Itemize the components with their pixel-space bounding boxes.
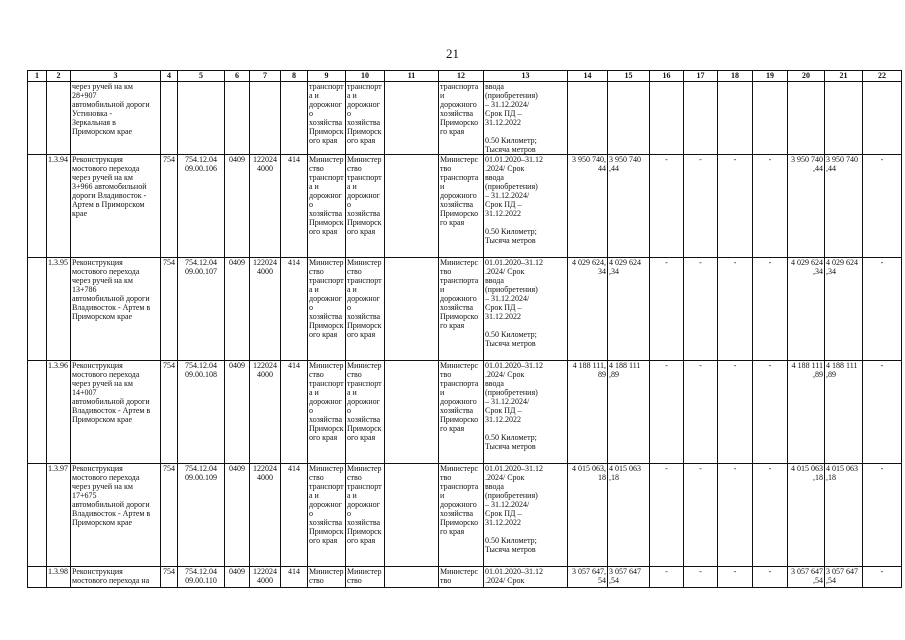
table-cell: транспорт а и дорожног о хозяйства Приморск ого края [308,82,346,155]
column-header: 20 [788,71,825,82]
table-cell: - [753,155,788,258]
table-cell: - [718,361,753,464]
table-cell [28,82,47,155]
column-header: 21 [825,71,863,82]
table-cell: 1.3.96 [47,361,71,464]
table-cell: 0409 [225,155,250,258]
table-cell: - [684,155,718,258]
table-cell: 122024 4000 [250,361,281,464]
table-cell: - [650,464,684,567]
table-cell: - [753,464,788,567]
table-cell: 754 [161,464,178,567]
table-cell: 4 188 111 ,89 [825,361,863,464]
table-cell [718,82,753,155]
table-cell: - [863,567,902,588]
column-header: 17 [684,71,718,82]
table-cell [250,82,281,155]
table-cell: 414 [281,361,308,464]
table-cell: Министерс тво транспорта и дорожного хозяйства Приморско го края [439,464,484,567]
table-cell: Министер ство [346,567,385,588]
table-row [28,361,902,464]
table-cell: 754.12.04 09.00.110 [178,567,225,588]
column-header: 3 [71,71,161,82]
table-cell: Министерс тво транспорта и дорожного хозяйства Приморско го края [439,361,484,464]
table-cell: 3 950 740 ,44 [788,155,825,258]
table-cell: - [684,464,718,567]
column-header: 5 [178,71,225,82]
column-header: 2 [47,71,71,82]
table-cell: - [718,155,753,258]
column-header: 6 [225,71,250,82]
table-cell: 3 057 647 ,54 [825,567,863,588]
column-header: 12 [439,71,484,82]
column-header: 4 [161,71,178,82]
column-header: 10 [346,71,385,82]
table-cell: - [650,361,684,464]
table-cell: 01.01.2020–31.12 .2024/ Срок [484,567,568,588]
table-cell: Реконструкция мостового перехода через ручей на км 13+786 автомобильной дороги Владивосток - Артем в Приморском крае [71,258,161,361]
table-cell: 754.12.04 09.00.109 [178,464,225,567]
table-cell: - [718,567,753,588]
column-header: 13 [484,71,568,82]
table-cell: - [650,258,684,361]
table-cell: 0409 [225,258,250,361]
table-cell: Министерс тво транспорта и дорожного хозяйства Приморско го края [439,258,484,361]
table-cell: - [684,258,718,361]
table-cell: Министер ство [308,567,346,588]
table-cell: Министер ство транспорт а и дорожног о хозяйства Приморск ого края [308,155,346,258]
table-cell [385,258,439,361]
column-header: 18 [718,71,753,82]
table-cell [863,82,902,155]
table-cell: Министер ство транспорт а и дорожног о хозяйства Приморск ого края [308,464,346,567]
table-cell: 122024 4000 [250,258,281,361]
table-cell: - [650,567,684,588]
table-cell: 3 057 647, 54 [568,567,608,588]
table-cell: 122024 4000 [250,155,281,258]
table-cell: 414 [281,155,308,258]
table-cell: 4 188 111, 89 [568,361,608,464]
table-cell: 4 029 624 ,34 [825,258,863,361]
table-cell: - [684,567,718,588]
table-cell: 414 [281,464,308,567]
table-cell: - [863,258,902,361]
table-cell [28,361,47,464]
table-cell [608,82,650,155]
table-cell: 754.12.04 09.00.107 [178,258,225,361]
table-cell: 754 [161,155,178,258]
table-cell: 122024 4000 [250,464,281,567]
table-cell: Министерс тво [439,567,484,588]
table-cell: - [718,464,753,567]
table-row [28,258,902,361]
table-cell: 4 188 111 ,89 [788,361,825,464]
table-cell [28,155,47,258]
table-cell: 4 029 624 ,34 [608,258,650,361]
table-cell [28,258,47,361]
column-header: 19 [753,71,788,82]
table-cell: 754 [161,258,178,361]
column-header: 11 [385,71,439,82]
table-cell: 754.12.04 09.00.108 [178,361,225,464]
table-cell: Министер ство транспорт а и дорожног о хозяйства Приморск ого края [308,361,346,464]
table-cell [788,82,825,155]
table-cell: 122024 4000 [250,567,281,588]
budget-table [27,70,902,588]
table-cell [281,82,308,155]
table-cell: 1.3.98 [47,567,71,588]
table-cell: 754.12.04 09.00.106 [178,155,225,258]
table-cell: 1.3.94 [47,155,71,258]
table-cell [47,82,71,155]
table-cell [28,567,47,588]
table-cell: 01.01.2020–31.12 .2024/ Срок ввода (приобретения) – 31.12.2024/ Срок ПД – 31.12.2022 0.50 Километр; Тысяча метров [484,258,568,361]
table-cell: 0409 [225,567,250,588]
table-cell: 4 015 063 ,18 [825,464,863,567]
table-cell: Реконструкция мостового перехода через ручей на км 14+007 автомобильной дороги Владивосток - Артем в Приморском крае [71,361,161,464]
table-cell [650,82,684,155]
table-cell: 4 015 063, 18 [568,464,608,567]
table-cell: 3 950 740, 44 [568,155,608,258]
table-cell: - [863,155,902,258]
table-cell [161,82,178,155]
table-cell: транспорта и дорожного хозяйства Приморско го края [439,82,484,155]
table-cell: 1.3.97 [47,464,71,567]
table-cell: Министер ство транспорт а и дорожног о хозяйства Приморск ого края [346,155,385,258]
table-cell: 3 950 740 ,44 [608,155,650,258]
table-cell [385,361,439,464]
table-cell: 4 029 624, 34 [568,258,608,361]
table-row [28,567,902,588]
table-row [28,464,902,567]
table-cell: 414 [281,258,308,361]
table-cell [385,155,439,258]
table-cell [385,567,439,588]
table-cell: 0409 [225,361,250,464]
table-cell: Реконструкция мостового перехода через ручей на км 3+966 автомобильной дороги Владивосток - Артем в Приморском крае [71,155,161,258]
table-cell: - [684,361,718,464]
page-number: 21 [446,46,459,61]
column-header: 22 [863,71,902,82]
table-cell: Министер ство транспорт а и дорожног о хозяйства Приморск ого края [308,258,346,361]
table-cell: 1.3.95 [47,258,71,361]
table-cell: 01.01.2020–31.12 .2024/ Срок ввода (приобретения) – 31.12.2024/ Срок ПД – 31.12.2022 0.50 Километр; Тысяча метров [484,464,568,567]
table-cell: Реконструкция мостового перехода через ручей на км 17+675 автомобильной дороги Владивосток - Артем в Приморском крае [71,464,161,567]
table-cell [28,464,47,567]
table-cell: - [863,361,902,464]
table-cell [385,82,439,155]
table-cell: 4 015 063 ,18 [608,464,650,567]
column-header: 16 [650,71,684,82]
table-cell: Реконструкция мостового перехода на [71,567,161,588]
table-cell: 4 029 624 ,34 [788,258,825,361]
column-header: 7 [250,71,281,82]
table-cell [684,82,718,155]
table-row [28,82,902,155]
table-cell: 754 [161,567,178,588]
table-cell: 414 [281,567,308,588]
table-cell: - [650,155,684,258]
table-cell: Министер ство транспорт а и дорожног о хозяйства Приморск ого края [346,361,385,464]
table-cell [568,82,608,155]
table-cell [753,82,788,155]
table-cell: Министер ство транспорт а и дорожног о хозяйства Приморск ого края [346,464,385,567]
table-cell: Министер ство транспорт а и дорожног о хозяйства Приморск ого края [346,258,385,361]
column-header: 9 [308,71,346,82]
table-cell [225,82,250,155]
table-cell: через ручей на км 28+907 автомобильной дороги Устиновка - Зеркальная в Приморском крае [71,82,161,155]
table-cell: - [753,361,788,464]
table-cell: 3 057 647 ,54 [788,567,825,588]
table-cell: - [753,567,788,588]
table-cell: ввода (приобретения) – 31.12.2024/ Срок ПД – 31.12.2022 0.50 Километр; Тысяча метров [484,82,568,155]
table-cell: - [718,258,753,361]
table-cell: 0409 [225,464,250,567]
table-cell [385,464,439,567]
column-header: 1 [28,71,47,82]
table-cell: 01.01.2020–31.12 .2024/ Срок ввода (приобретения) – 31.12.2024/ Срок ПД – 31.12.2022 0.50 Километр; Тысяча метров [484,155,568,258]
table-cell: - [753,258,788,361]
table-cell: 4 015 063 ,18 [788,464,825,567]
column-header: 15 [608,71,650,82]
column-header: 8 [281,71,308,82]
table-cell: 4 188 111 ,89 [608,361,650,464]
table-cell: транспорт а и дорожног о хозяйства Приморск ого края [346,82,385,155]
header-row [28,71,902,82]
table-cell: 754 [161,361,178,464]
table-row [28,155,902,258]
table-cell: 01.01.2020–31.12 .2024/ Срок ввода (приобретения) – 31.12.2024/ Срок ПД – 31.12.2022 0.50 Километр; Тысяча метров [484,361,568,464]
table-cell: Министерс тво транспорта и дорожного хозяйства Приморско го края [439,155,484,258]
table-cell: 3 057 647 ,54 [608,567,650,588]
table-cell [178,82,225,155]
table-cell: - [863,464,902,567]
table-cell [825,82,863,155]
column-header: 14 [568,71,608,82]
table-cell: 3 950 740 ,44 [825,155,863,258]
